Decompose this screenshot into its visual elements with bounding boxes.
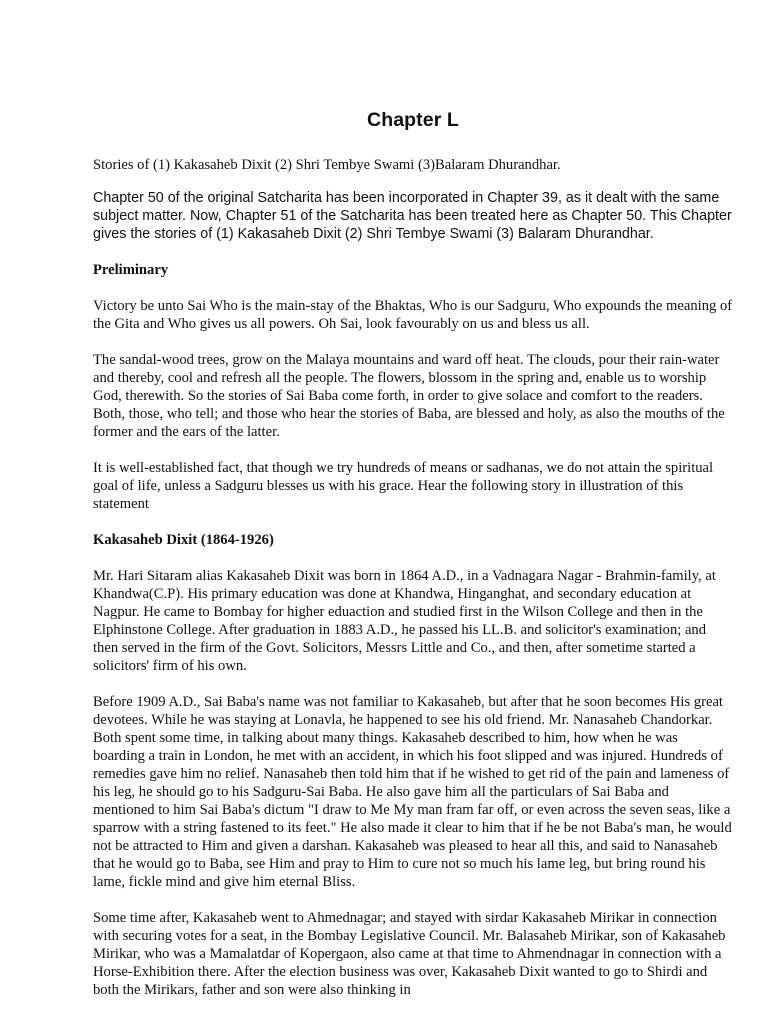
paragraph: It is well-established fact, that though we try hundreds of means or sadhanas, we do not attain the spiritual goal of life, unless a Sadguru blesses us with his grace. Hear the following story in illustration of this statement <box>93 460 714 512</box>
paragraph: Victory be unto Sai Who is the main-stay of the Bhaktas, Who is our Sadguru, Who expounds the meaning of the Gita and Who gives us all powers. Oh Sai, look favourably on us and bless us all. <box>93 298 733 332</box>
paragraph: Mr. Hari Sitaram alias Kakasaheb Dixit was born in 1864 A.D., in a Vadnagara Nagar - Brahmin-family, at Khandwa(C.P). His primary education was done at Khandwa, Hinganghat, and secondary education at Nagpur. He came to Bombay for higher eduaction and studied first in the Wilson College and then in the Elphinstone College. After graduation in 1883 A.D., he passed his LL.B. and solicitor's examination; and then served in the firm of the Govt. Solicitors, Messrs Little and Co., and then, after sometime started a solicitors' firm of his own. <box>93 568 716 674</box>
chapter-title: Chapter L <box>367 109 459 131</box>
section-kakasaheb-dixit <box>93 531 733 999</box>
paragraph: The sandal-wood trees, grow on the Malaya mountains and ward off heat. The clouds, pour their rain-water and thereby, cool and refresh all the people. The flowers, blossom in the spring and, enable us to worship God, therewith. So the stories of Sai Baba come forth, in order to give solace and comfort to the readers. Both, those, who tell; and those who hear the stories of Baba, are blessed and holy, as also the mouths of the former and the ears of the latter. <box>93 352 725 440</box>
paragraph: Before 1909 A.D., Sai Baba's name was not familiar to Kakasaheb, but after that he soon becomes His great devotees. While he was staying at Lonavla, he happened to see his old friend. Mr. Nanasaheb Chandorkar. Both spent some time, in talking about many things. Kakasaheb described to him, how when he was boarding a train in London, he met with an accident, in which his foot slipped and was injured. Hundreds of remedies gave him no relief. Nanasaheb then told him that if he wished to get rid of the pain and lameness of his leg, he should go to his Sadguru-Sai Baba. He also gave him all the particulars of Sai Baba and mentioned to him Sai Baba's dictum "I draw to Me My man fram far off, or even across the seven seas, like a sparrow with a string fastened to its feet." He also made it clear to him that if he be not Baba's man, he would not be attracted to Him and given a darshan. Kakasaheb was pleased to hear all this, and said to Nanasaheb that he would go to Baba, see Him and pray to Him to cure not so much his lame leg, but bring round his lame, fickle mind and give him eternal Bliss. <box>93 694 732 890</box>
document-content <box>93 106 733 1017</box>
paragraph: Some time after, Kakasaheb went to Ahmednagar; and stayed with sirdar Kakasaheb Mirikar in connection with securing votes for a seat, in the Bombay Legislative Council. Mr. Balasaheb Mirikar, son of Kakasaheb Mirikar, who was a Mamalatdar of Kopergaon, also came at that time to Ahmendnagar in connection with a Horse-Exhibition there. After the election business was over, Kakasaheb Dixit wanted to go to Shirdi and both the Mirikars, father and son were also thinking in <box>93 910 726 998</box>
section-heading: Preliminary <box>93 262 169 278</box>
section-heading: Kakasaheb Dixit (1864-1926) <box>93 532 274 548</box>
chapter-intro: Chapter 50 of the original Satcharita has been incorporated in Chapter 39, as it dealt with the same subject matter. Now, Chapter 51 of the Satcharita has been treated here as Chapter 50. This Chapter gives the stories of (1) Kakasaheb Dixit (2) Shri Tembye Swami (3) Balaram Dhurandhar. <box>93 190 732 242</box>
section-preliminary <box>93 261 733 513</box>
chapter-subtitle: Stories of (1) Kakasaheb Dixit (2) Shri Tembye Swami (3)Balaram Dhurandhar. <box>93 157 561 173</box>
